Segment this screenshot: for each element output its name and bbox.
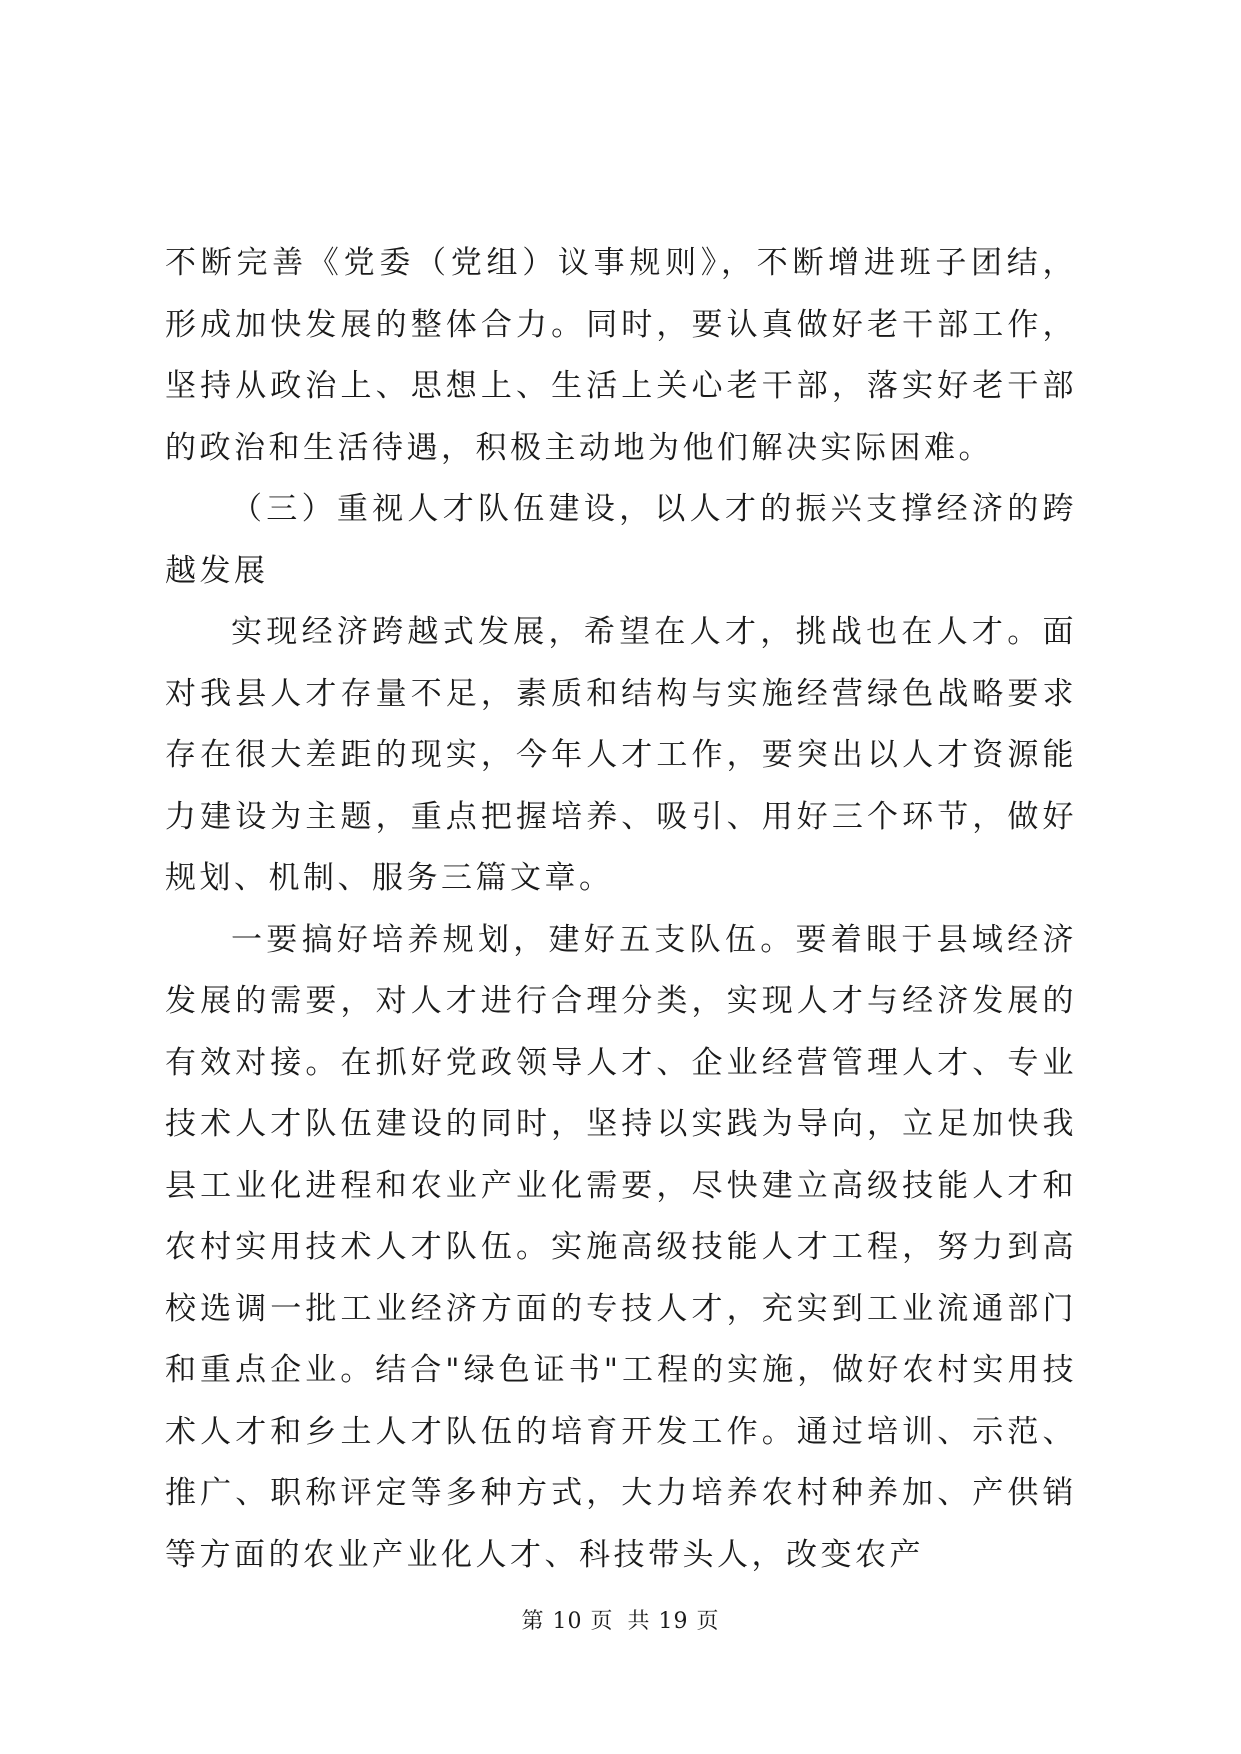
- paragraph-training-plan: 一要搞好培养规划，建好五支队伍。要着眼于县域经济发展的需要，对人才进行合理分类，实现人才与经济发展的有效对接。在抓好党政领导人才、企业经营管理人才、专业技术人才队伍建设的同时，坚持以实践为导向，立足加快我县工业化进程和农业产业化需要，尽快建立高级技能人才和农村实用技术人才队伍。实施高级技能人才工程，努力到高校选调一批工业经济方面的专技人才，充实到工业流通部门和重点企业。结合"绿色证书"工程的实施，做好农村实用技术人才和乡土人才队伍的培育开发工作。通过培训、示范、推广、职称评定等多种方式，大力培养农村种养加、产供销等方面的农业产业化人才、科技带头人，改变农产: [165, 921, 1077, 1573]
- paragraph-continued: 不断完善《党委（党组）议事规则》，不断增进班子团结，形成加快发展的整体合力。同时，要认真做好老干部工作，坚持从政治上、思想上、生活上关心老干部，落实好老干部的政治和生活待遇，积极主动地为他们解决实际困难。: [165, 245, 1077, 466]
- document-body: [165, 233, 1077, 1586]
- page-footer: [0, 1606, 1241, 1638]
- page-total: 共 19 页: [627, 1609, 720, 1634]
- page-number: 第 10 页: [521, 1609, 614, 1634]
- section-heading: （三）重视人才队伍建设，以人才的振兴支撑经济的跨越发展: [165, 491, 1077, 589]
- paragraph-talent-overview: 实现经济跨越式发展，希望在人才，挑战也在人才。面对我县人才存量不足，素质和结构与实施经营绿色战略要求存在很大差距的现实，今年人才工作，要突出以人才资源能力建设为主题，重点把握培养、吸引、用好三个环节，做好规划、机制、服务三篇文章。: [165, 614, 1077, 896]
